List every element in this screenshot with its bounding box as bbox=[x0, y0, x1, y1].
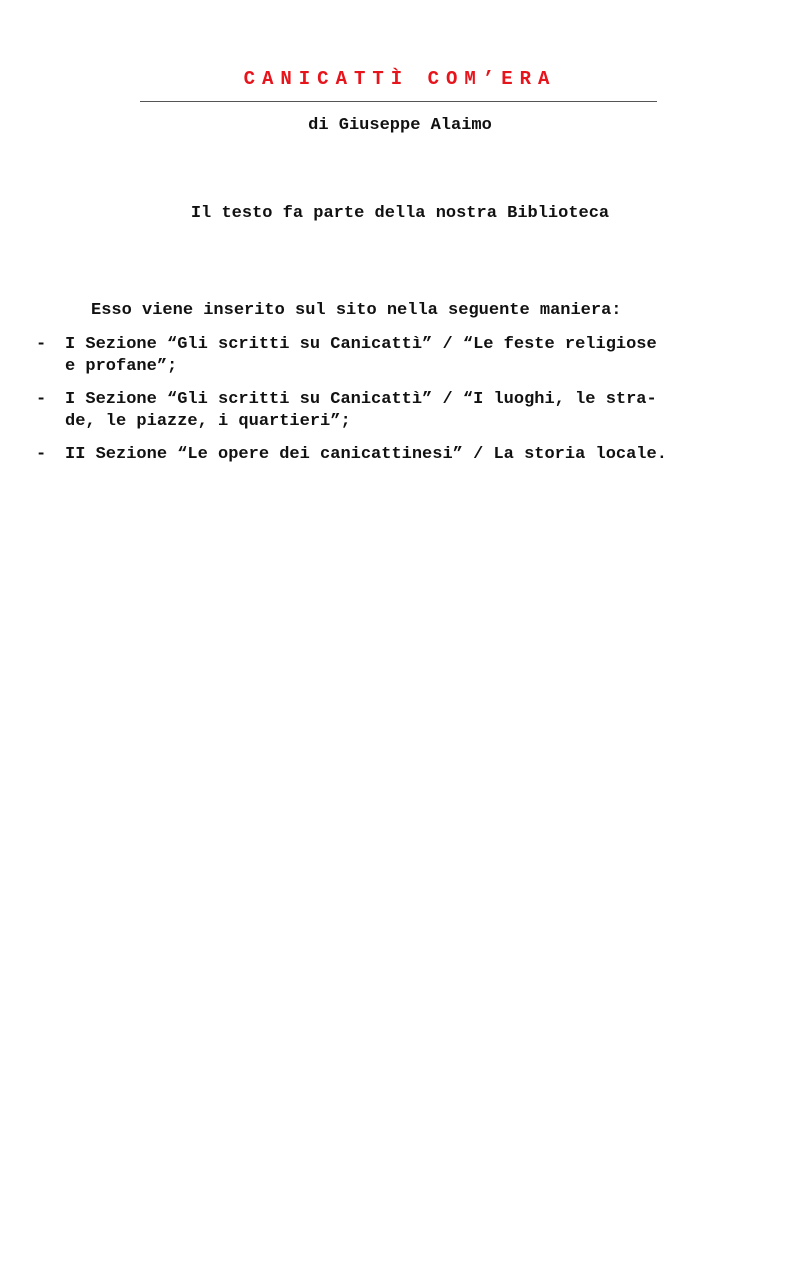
list-item bbox=[36, 444, 766, 466]
list-bullet: - bbox=[36, 335, 47, 354]
list-item bbox=[36, 334, 766, 378]
list-item bbox=[36, 389, 766, 433]
title-divider bbox=[140, 101, 657, 102]
list-item-line: e profane”; bbox=[65, 357, 178, 376]
list-item-line: II Sezione “Le opere dei canicattinesi” / La storia locale. bbox=[65, 445, 667, 464]
list-bullet: - bbox=[36, 445, 47, 464]
list-item-line: I Sezione “Gli scritti su Canicattì” / “Le feste religiose bbox=[65, 335, 657, 354]
document-title: CANICATTÌ COM’ERA bbox=[243, 68, 557, 90]
intro-text: Esso viene inserito sul sito nella seguente maniera: bbox=[91, 301, 622, 320]
list-item-line: I Sezione “Gli scritti su Canicattì” / “I luoghi, le stra- bbox=[65, 390, 657, 409]
list-bullet: - bbox=[36, 390, 47, 409]
list-item-line: de, le piazze, i quartieri”; bbox=[65, 412, 351, 431]
section-list bbox=[36, 334, 766, 477]
library-notice: Il testo fa parte della nostra Biblioteca bbox=[190, 204, 610, 223]
author-line: di Giuseppe Alaimo bbox=[308, 116, 492, 135]
